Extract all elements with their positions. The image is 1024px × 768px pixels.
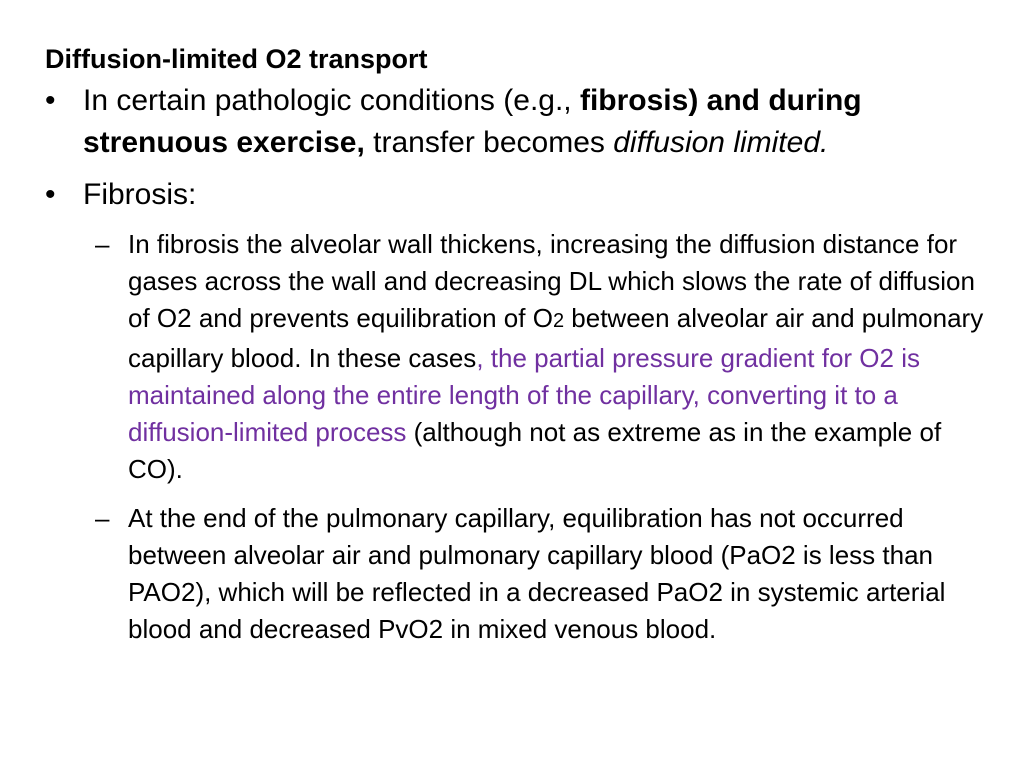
bullet-marker: • — [45, 178, 56, 211]
highlighted-text: , the partial pressure gradient for O2 is maintained along the entire length of the capillary, converting it to a diffusion-limited process — [128, 343, 920, 447]
sub-bullet-text: In fibrosis the alveolar wall thickens, increasing the diffusion distance for gases across the wall and decreasing DL which slows the rate of diffusion of O2 and prevents equilibration of O — [128, 229, 975, 333]
dash-marker: – — [95, 503, 110, 533]
sub-bullet-small-digit: 2 — [552, 310, 565, 332]
sub-bullet-text: (although not as extreme as in the example of CO). — [128, 417, 942, 484]
bullet-pathologic-conditions — [45, 80, 1000, 164]
bullet-marker: • — [45, 84, 56, 117]
bullet-text: Fibrosis: — [83, 178, 197, 211]
sub-bullet-equilibration — [45, 500, 1000, 648]
bullet-text: transfer becomes — [364, 126, 614, 159]
bullet-bold-text: fibrosis) and during strenuous exercise, — [83, 84, 862, 159]
slide-title: Diffusion-limited O2 transport — [45, 44, 428, 74]
bullet-italic-text: diffusion limited. — [613, 126, 829, 159]
bullet-text: In certain pathologic conditions (e.g., — [83, 84, 580, 117]
bullet-fibrosis — [45, 174, 1000, 216]
sub-bullet-text: between alveolar air and pulmonary capillary blood. In these cases — [128, 303, 984, 373]
dash-marker: – — [95, 229, 110, 259]
sub-bullet-alveolar-wall — [45, 226, 1000, 488]
slide-content — [45, 40, 1000, 660]
sub-bullet-text: At the end of the pulmonary capillary, equilibration has not occurred between alveolar air and pulmonary capillary blood (PaO2 is less than PAO2), which will be reflected in a decreased PaO2 in systemic arterial blood and decreased PvO2 in mixed venous blood. — [128, 503, 946, 644]
